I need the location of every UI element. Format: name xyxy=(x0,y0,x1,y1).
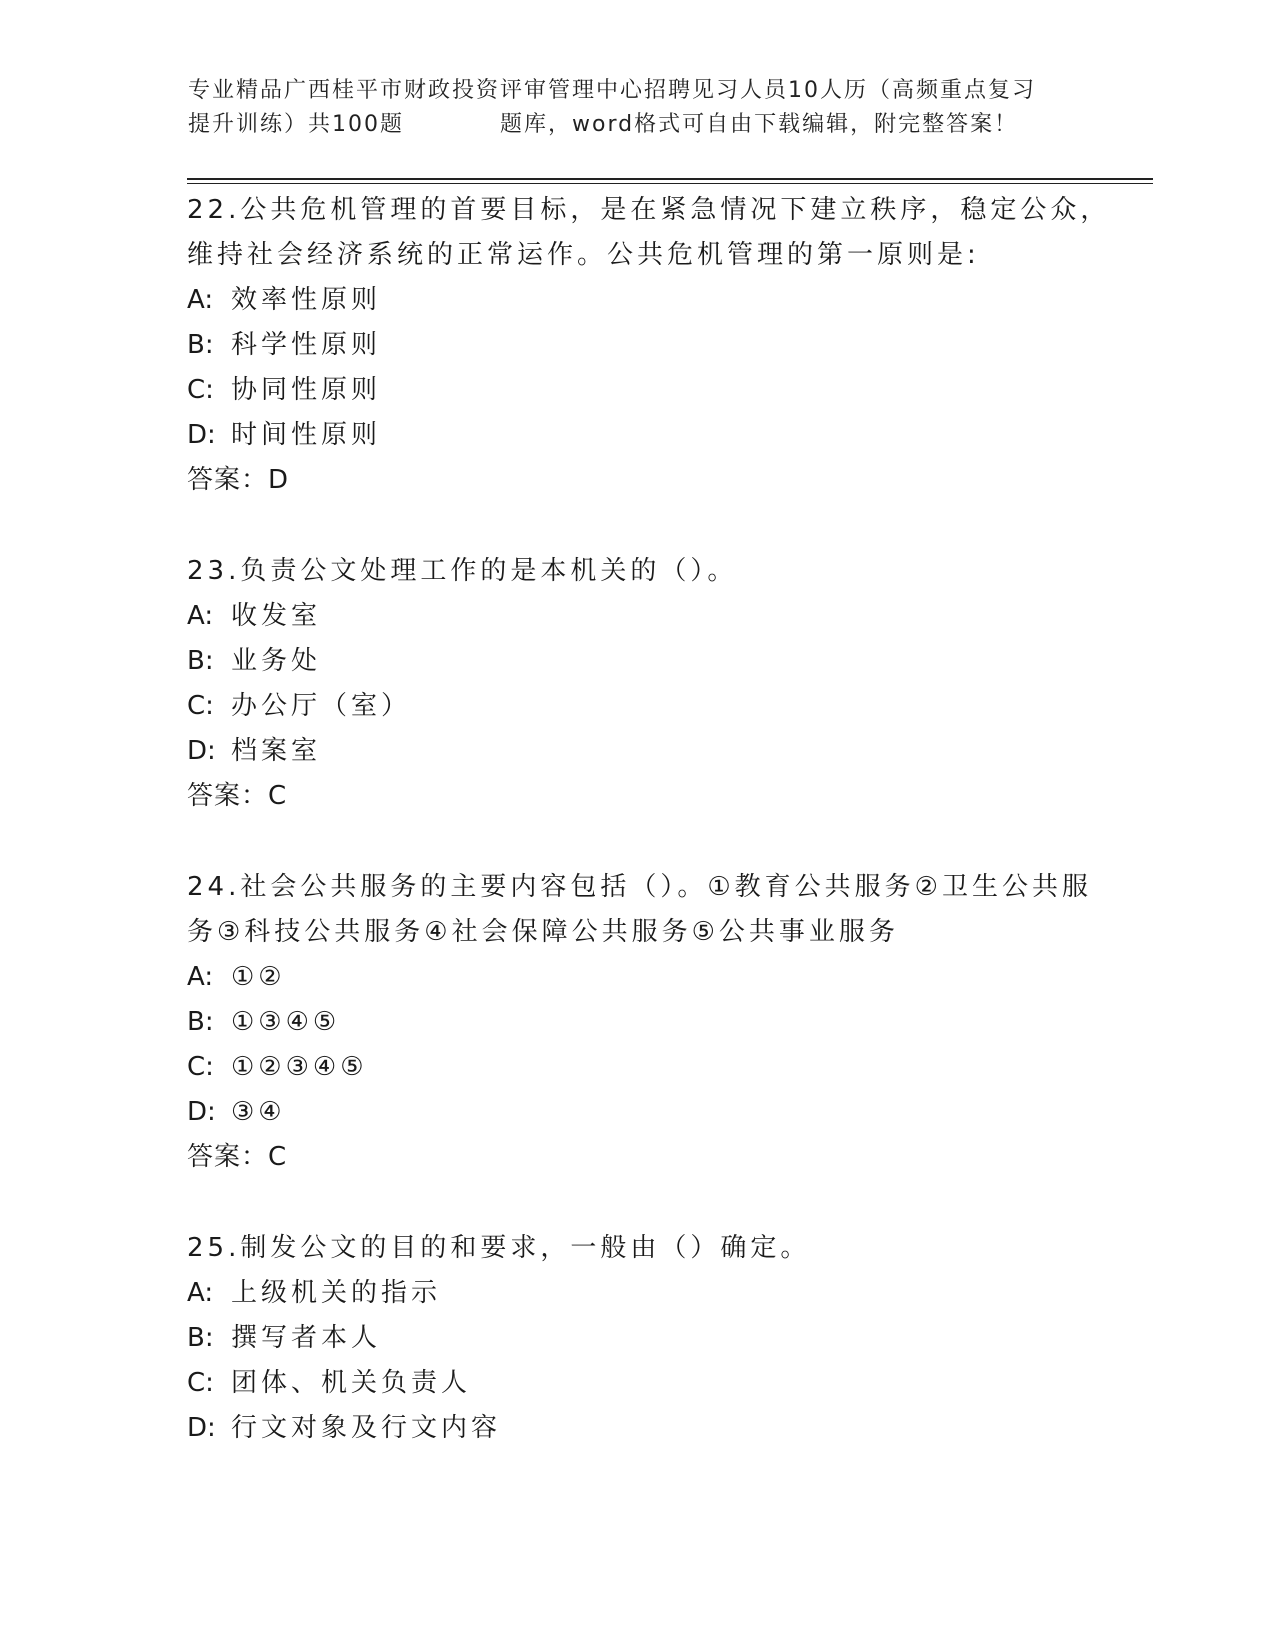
option-text: ①② xyxy=(231,962,286,992)
question-stem xyxy=(187,188,1117,278)
question-stem-line: 23.负责公文处理工作的是本机关的（）。 xyxy=(187,556,738,586)
option-key: B: xyxy=(187,330,214,360)
question-22 xyxy=(187,188,1117,503)
question-stem xyxy=(187,549,1117,594)
option-key: C: xyxy=(187,691,214,721)
option-text: ③④ xyxy=(231,1097,286,1127)
option-text: 办公厅（室） xyxy=(231,691,412,721)
option-text: 协同性原则 xyxy=(231,375,382,405)
option-a xyxy=(187,1271,1117,1316)
option-text: 上级机关的指示 xyxy=(231,1278,442,1308)
option-c xyxy=(187,684,1117,729)
header-title-line-2 xyxy=(188,108,1078,142)
header-title-line-2-left: 提升训练）共100题 xyxy=(188,112,404,137)
option-a xyxy=(187,955,1117,1000)
option-text: 团体、机关负责人 xyxy=(231,1368,472,1398)
option-text: 收发室 xyxy=(231,601,322,631)
answer-line: 答案：D xyxy=(187,465,290,495)
question-stem-line: 维持社会经济系统的正常运作。公共危机管理的第一原则是: xyxy=(187,240,980,270)
option-d xyxy=(187,729,1117,774)
question-stem-line: 24.社会公共服务的主要内容包括（）。①教育公共服务②卫生公共服 xyxy=(187,872,1092,902)
question-24 xyxy=(187,865,1117,1180)
option-text: 业务处 xyxy=(231,646,322,676)
option-text: 档案室 xyxy=(231,736,322,766)
option-key: C: xyxy=(187,375,214,405)
question-stem-line: 务③科技公共服务④社会保障公共服务⑤公共事业服务 xyxy=(187,917,899,947)
option-key: C: xyxy=(187,1368,214,1398)
answer-line: 答案：C xyxy=(187,1142,288,1172)
header-divider-thin xyxy=(187,183,1153,184)
option-d xyxy=(187,413,1117,458)
option-key: D: xyxy=(187,420,216,450)
question-stem-line: 22.公共危机管理的首要目标，是在紧急情况下建立秩序，稳定公众， xyxy=(187,195,1111,225)
option-b xyxy=(187,639,1117,684)
document-header xyxy=(188,74,1078,142)
option-c xyxy=(187,368,1117,413)
option-key: A: xyxy=(187,285,214,315)
question-stem xyxy=(187,1226,1117,1271)
option-key: B: xyxy=(187,1007,214,1037)
question-list xyxy=(187,188,1117,1497)
option-key: D: xyxy=(187,1413,216,1443)
option-b xyxy=(187,1316,1117,1361)
question-stem-line: 25.制发公文的目的和要求，一般由（）确定。 xyxy=(187,1233,811,1263)
option-key: C: xyxy=(187,1052,214,1082)
header-divider-thick xyxy=(187,178,1153,180)
option-d xyxy=(187,1406,1117,1451)
option-a xyxy=(187,278,1117,323)
option-text: ①③④⑤ xyxy=(231,1007,341,1037)
option-text: ①②③④⑤ xyxy=(231,1052,368,1082)
option-key: B: xyxy=(187,646,214,676)
option-c xyxy=(187,1361,1117,1406)
question-23 xyxy=(187,549,1117,819)
option-a xyxy=(187,594,1117,639)
option-key: D: xyxy=(187,1097,216,1127)
option-text: 科学性原则 xyxy=(231,330,382,360)
option-c xyxy=(187,1045,1117,1090)
question-25 xyxy=(187,1226,1117,1451)
header-title-line-2-right: 题库，word格式可自由下载编辑，附完整答案！ xyxy=(500,112,1019,137)
option-b xyxy=(187,1000,1117,1045)
option-b xyxy=(187,323,1117,368)
option-text: 时间性原则 xyxy=(231,420,382,450)
option-text: 撰写者本人 xyxy=(231,1323,382,1353)
answer-line: 答案：C xyxy=(187,781,288,811)
option-key: A: xyxy=(187,1278,214,1308)
option-key: D: xyxy=(187,736,216,766)
option-d xyxy=(187,1090,1117,1135)
option-text: 效率性原则 xyxy=(231,285,382,315)
option-key: B: xyxy=(187,1323,214,1353)
question-stem xyxy=(187,865,1117,955)
option-key: A: xyxy=(187,962,214,992)
option-key: A: xyxy=(187,601,214,631)
option-text: 行文对象及行文内容 xyxy=(231,1413,502,1443)
header-title-line-1: 专业精品广西桂平市财政投资评审管理中心招聘见习人员10人历（高频重点复习 xyxy=(188,78,1036,103)
